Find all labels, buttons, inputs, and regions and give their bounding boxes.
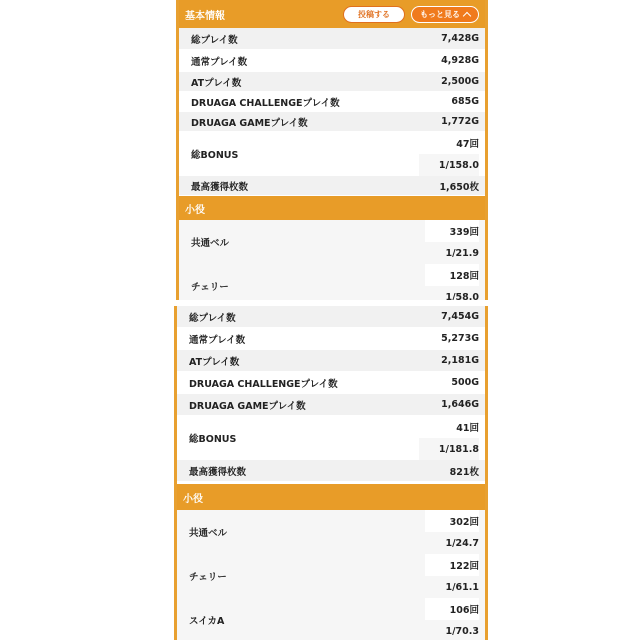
stat-label: DRUAGA CHALLENGEプレイ数 <box>191 97 340 109</box>
stat-value: 4,928G <box>441 55 479 66</box>
stat-row <box>179 72 485 92</box>
chevron-up-icon <box>463 11 471 19</box>
bonus-label: 総BONUS <box>191 150 239 161</box>
bonus-row <box>179 132 485 176</box>
koyaku-label: 共通ベル <box>189 528 228 539</box>
koyaku-rate: 1/21.9 <box>425 242 479 264</box>
stat-row <box>179 112 485 132</box>
stat-label: 通常プレイ数 <box>189 334 246 346</box>
max-medals-label: 最高獲得枚数 <box>189 466 247 478</box>
stat-label: DRUAGA GAMEプレイ数 <box>191 117 308 129</box>
stat-value: 7,454G <box>441 311 479 322</box>
koyaku-values <box>425 554 479 598</box>
bonus-row <box>177 416 485 460</box>
bonus-label: 総BONUS <box>189 434 237 445</box>
header-title: 基本情報 <box>185 10 225 22</box>
stat-value: 2,181G <box>441 355 479 366</box>
bonus-rate: 1/181.8 <box>419 438 479 460</box>
more-button-label: もっと見る <box>420 9 460 19</box>
stat-row <box>177 372 485 394</box>
stat-row <box>177 306 485 328</box>
stat-row <box>177 350 485 372</box>
koyaku-values <box>425 598 479 640</box>
post-button[interactable]: 投稿する <box>343 6 405 23</box>
stat-value: 1,646G <box>441 399 479 410</box>
stats-panel-1 <box>176 0 488 300</box>
max-medals-row <box>177 460 485 482</box>
koyaku-count: 302回 <box>425 510 479 532</box>
bonus-values <box>419 416 479 460</box>
koyaku-count: 106回 <box>425 598 479 620</box>
stat-label: 総プレイ数 <box>191 34 238 46</box>
stat-label: DRUAGA GAMEプレイ数 <box>189 400 306 412</box>
stat-label: 総プレイ数 <box>189 312 236 324</box>
koyaku-rate: 1/61.1 <box>425 576 479 598</box>
stats-panel-2 <box>174 306 488 640</box>
bonus-count: 47回 <box>419 132 479 154</box>
koyaku-values <box>425 220 479 264</box>
more-button[interactable] <box>411 6 479 23</box>
stat-label: 通常プレイ数 <box>191 56 248 68</box>
max-medals-label: 最高獲得枚数 <box>191 181 249 193</box>
stat-row <box>179 28 485 50</box>
koyaku-label: 共通ベル <box>191 238 230 249</box>
stat-value: 685G <box>451 96 479 107</box>
stat-row <box>179 50 485 72</box>
stat-label: DRUAGA CHALLENGEプレイ数 <box>189 378 338 390</box>
max-medals-value: 821枚 <box>449 466 479 478</box>
stat-value: 2,500G <box>441 76 479 87</box>
bonus-count: 41回 <box>419 416 479 438</box>
stat-value: 500G <box>451 377 479 388</box>
stat-row <box>179 92 485 112</box>
koyaku-rate: 1/24.7 <box>425 532 479 554</box>
koyaku-values <box>425 264 479 300</box>
koyaku-label: スイカA <box>189 616 225 627</box>
stat-row <box>177 328 485 350</box>
stat-value: 1,772G <box>441 116 479 127</box>
koyaku-row <box>179 220 485 264</box>
bonus-values <box>419 132 479 176</box>
koyaku-label: チェリー <box>191 282 229 293</box>
koyaku-row <box>177 598 485 640</box>
koyaku-count: 122回 <box>425 554 479 576</box>
koyaku-rate: 1/70.3 <box>425 620 479 640</box>
koyaku-row <box>177 510 485 554</box>
stat-row <box>177 394 485 416</box>
koyaku-rate: 1/58.0 <box>425 286 479 300</box>
basic-info-header <box>179 0 485 28</box>
koyaku-section-header: 小役 <box>177 484 485 510</box>
stat-label: ATプレイ数 <box>191 77 242 89</box>
koyaku-count: 339回 <box>425 220 479 242</box>
koyaku-label: チェリー <box>189 572 227 583</box>
stat-value: 7,428G <box>441 33 479 44</box>
koyaku-section-header: 小役 <box>179 196 485 220</box>
max-medals-row <box>179 176 485 196</box>
koyaku-row <box>179 264 485 300</box>
koyaku-values <box>425 510 479 554</box>
koyaku-count: 128回 <box>425 264 479 286</box>
stat-value: 5,273G <box>441 333 479 344</box>
koyaku-row <box>177 554 485 598</box>
header-buttons <box>343 6 479 23</box>
max-medals-value: 1,650枚 <box>439 181 479 193</box>
bonus-rate: 1/158.0 <box>419 154 479 176</box>
stat-label: ATプレイ数 <box>189 356 240 368</box>
